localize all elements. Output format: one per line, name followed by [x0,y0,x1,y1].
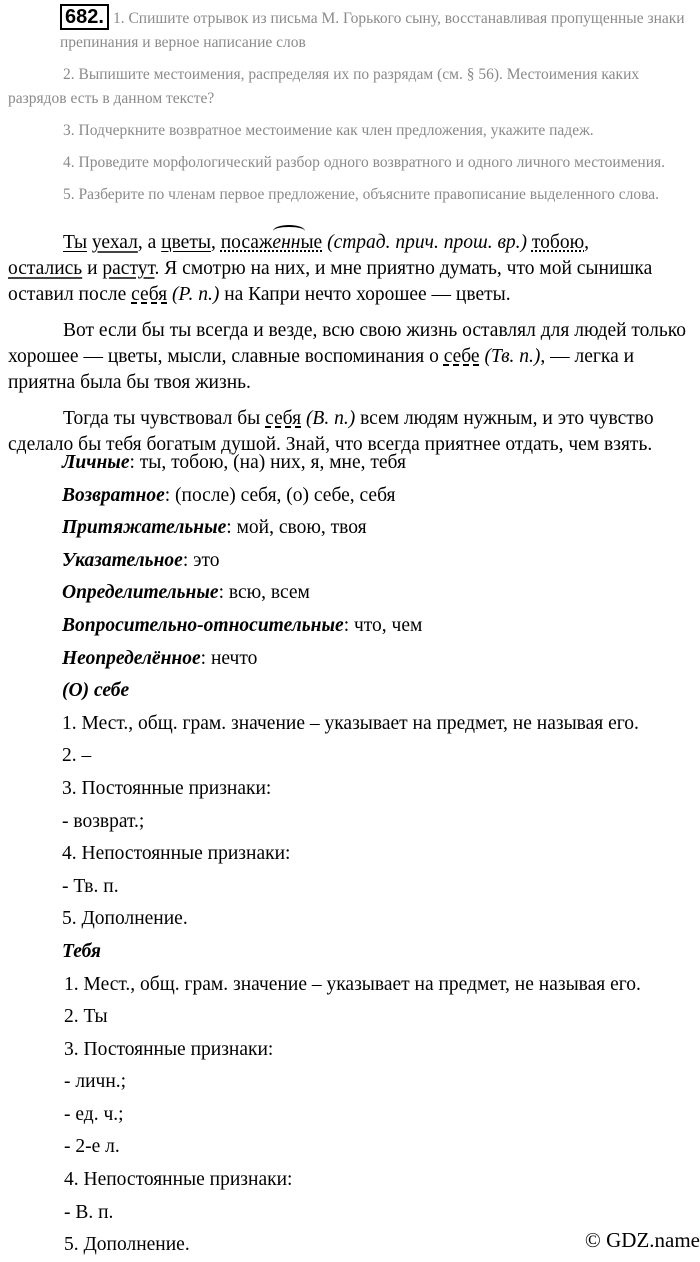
paragraph-3: Тогда ты чувствовал бы себя (В. п.) всем людям нужным, и это чувство сделало бы тебя богатым душой. Знай, что всегда приятнее отдать, чем взять. [8,408,654,455]
case-note: (Тв. п.) [484,346,541,367]
category-label: Притяжательные [62,517,227,539]
analysis-line: - возврат.; [62,810,145,832]
suffix-mark: енн [272,232,301,253]
task-3: 3. Подчеркните возвратное местоимение как член предложения, укажите падеж. [63,122,594,139]
object-word: себя [265,408,302,429]
category-row: Указательное: это [62,549,220,571]
category-row: Притяжательные: мой, свою, твоя [62,517,367,539]
category-label: Вопросительно-относительные [62,614,344,636]
category-row: Личные: ты, тобою, (на) них, я, мне, тебя [62,452,406,473]
subject-word: Ты [63,232,88,253]
task-4: 4. Проведите морфологический разбор одного возвратного и одного личного местоимения. [63,154,665,171]
analysis-title: Тебя [62,940,101,962]
analysis-line: 2. Ты [64,1006,108,1028]
exercise-number: 682. [60,4,109,30]
analysis-line: 4. Непостоянные признаки: [62,843,291,865]
category-row: Неопределённое: нечто [62,647,258,669]
analysis-line: 5. Дополнение. [62,908,188,930]
paragraph-2: Вот если бы ты всегда и везде, всю свою жизнь оставлял для людей только хорошее — цветы, мысли, славные воспоминания о себе (Тв. п.), — легка и приятна была бы твоя жизнь. [8,320,687,393]
analysis-line: - личн.; [64,1071,127,1093]
analysis-title: (О) себе [62,680,130,702]
object-word: себя [131,284,168,305]
predicate-word: растут [102,258,155,279]
grammar-note: (страд. прич. прош. вр.) [327,232,528,253]
analysis-line: 3. Постоянные признаки: [62,777,272,799]
analysis-line: 3. Постоянные признаки: [64,1038,274,1060]
analysis-line: 4. Непостоянные признаки: [64,1169,293,1191]
letter-text [8,230,692,468]
analysis-line: - В. п. [64,1201,114,1223]
category-row: Вопросительно-относительные: что, чем [62,614,423,636]
case-note: (Р. п.) [171,284,220,305]
category-label: Неопределённое [62,647,201,669]
predicate-word: уехал [91,232,138,253]
task-2: 2. Выпишите местоимения, распределяя их по разрядам (см. § 56). Местоимения каких разрядов есть в данном тексте? [8,66,640,107]
paragraph-1: Ты уехал, а цветы, посаженные (страд. прич. прош. вр.) тобою, остались и растут. Я смотрю на них, и мне приятно думать, что мой сынишка оставил после себя (Р. п.) на Капри нечто хорошее — цветы. [8,232,653,305]
category-row: Возвратное: (после) себя, (о) себе, себя [62,484,396,506]
adverbial-word: тобою [531,232,585,253]
category-label: Личные [62,452,130,473]
task-5: 5. Разберите по членам первое предложение, объясните правописание выделенного слова. [63,186,660,203]
analysis-line: 2. – [62,745,92,767]
participle-word: посаженные [220,232,323,253]
analysis-line: - 2-е л. [64,1136,120,1158]
subject-word: цветы [161,232,211,253]
analysis-line: - ед. ч.; [64,1103,124,1125]
task-text: 1. Спишите отрывок из письма М. Горького сыну, восстанавливая пропущенные знаки препинания и верное написание слов [60,10,685,51]
analysis-line: 1. Мест., общ. грам. значение – указывает на предмет, не называя его. [64,973,641,995]
category-label: Указательное [62,549,183,571]
case-note: (В. п.) [305,408,356,429]
answers [62,447,692,1262]
analysis-line: - Тв. п. [62,875,119,897]
category-label: Определительные [62,582,219,604]
object-word: себе [443,346,480,367]
analysis-line: 1. Мест., общ. грам. значение – указывает на предмет, не называя его. [62,712,639,734]
predicate-word: остались [8,258,83,279]
category-row: Определительные: всю, всем [62,582,310,604]
category-label: Возвратное [62,484,165,506]
exercise-task [8,4,688,215]
watermark: © GDZ.name [584,1228,700,1252]
analysis-line: 5. Дополнение. [64,1234,190,1256]
task-1 [8,4,688,55]
